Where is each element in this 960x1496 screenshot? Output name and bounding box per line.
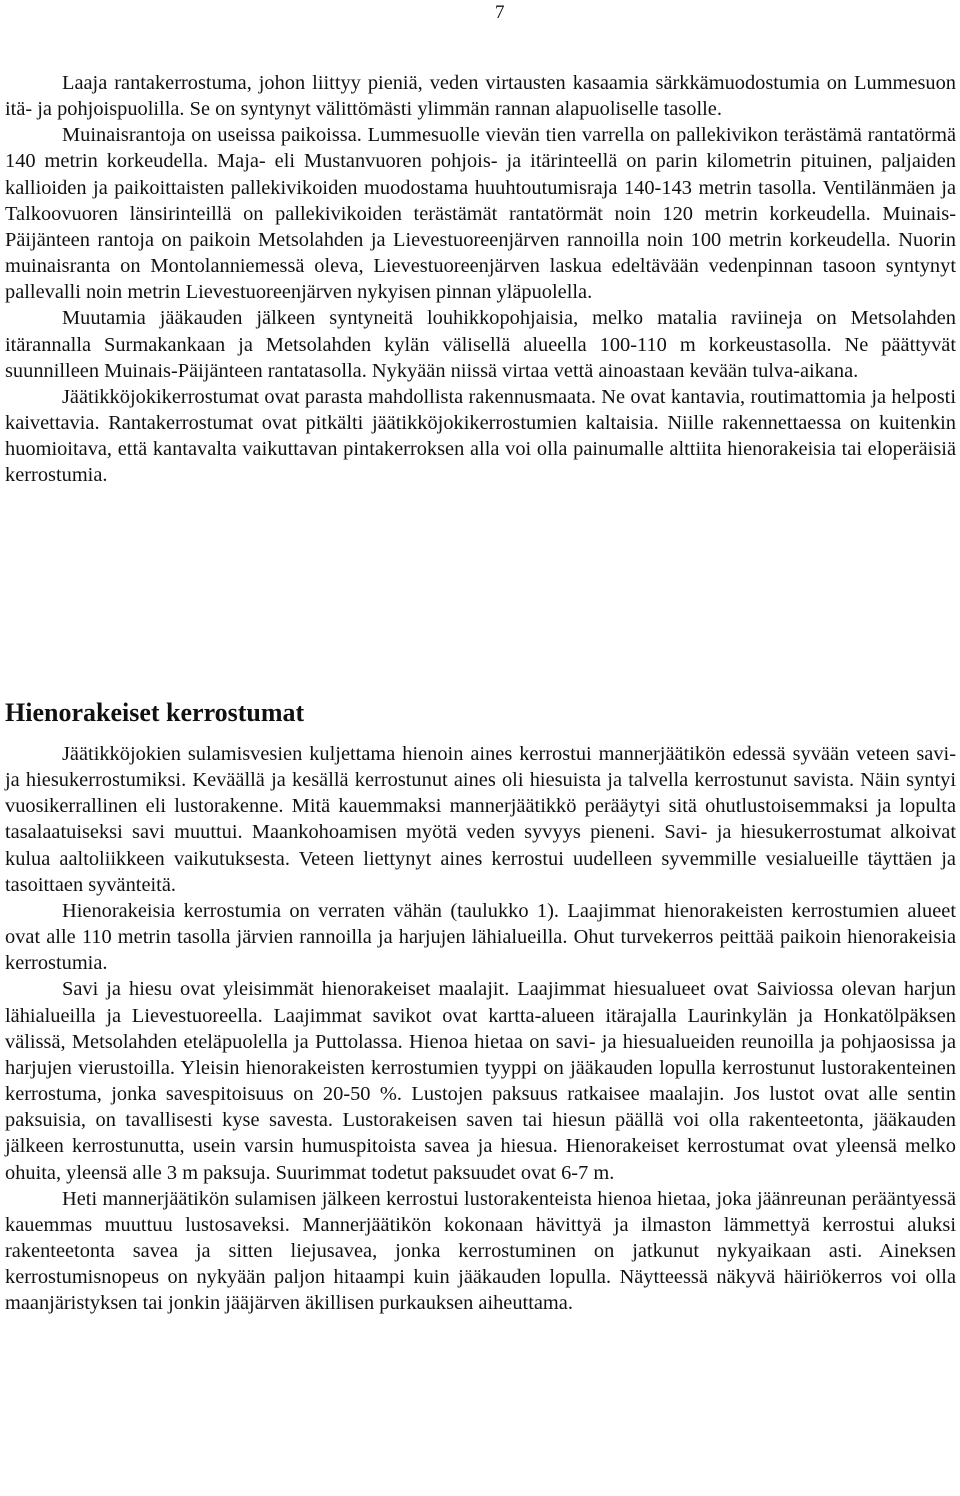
paragraph-clay-and-silt: Savi ja hiesu ovat yleisimmät hienorakeiset maalajit. Laajimmat hiesualueet ovat Saiviossa olevan harjun lähialueilla ja Lievestuoreella. Laajimmat savikot ovat kartta-alueen itärajalla Laurinkylän ja Honkatölpäksen välissä, Metsolahden eteläpuolella ja Puttolassa. Hienoa hietaa on savi- ja hiesualueiden reunoilla ja pohjaosissa ja harjujen vierustoilla. Yleisin hienorakeisten kerrostumien tyyppi on jääkauden lopulla kerrostunut lustorakenteinen kerrostuma, jonka savespitoisuus on 20-50 %. Lustojen paksuus ratkaisee maalajin. Jos lustot ovat alle sentin paksuisia, on tavallisesti kyse savesta. Lustorakeisen saven tai hiesun päällä voi olla rakenteetonta, jääkauden jälkeen kerrostunutta, usein varsin humuspitoista savea ja hiesua. Hienorakeiset kerrostumat ovat yleensä melko ohuita, yleensä alle 3 m paksuja. Suurimmat todetut paksuudet ovat 6-7 m. (5, 978, 956, 1184)
paragraph-clay-formation: Jäätikköjokien sulamisvesien kuljettama hienoin aines kerrostui mannerjäätikön edessä syvään veteen savi- ja hiesukerrostumiksi. Keväällä ja kesällä kerrostunut aines oli hiesuista ja talvella kerrostunut savista. Näin syntyi vuosikerrallinen eli lustorakenne. Mitä kauemmaksi mannerjäätikkö perääytyi sitä ohutlustoisemmaksi ja lopulta tasalaatuiseksi savi muuttui. Maankohoamisen myötä veden syvyys pieneni. Savi- ja hiesukerrostumat alkoivat kulua aaltoliikkeen vaikutuksesta. Veteen liettynyt aines kerrostui uudelleen syvemmille vesialueille täyttäen ja tasoittaen syvänteitä. (5, 743, 956, 896)
paragraph-shore-deposit: Laaja rantakerrostuma, johon liittyy pieniä, veden virtausten kasaamia särkkämuodostumia on Lummesuon itä- ja pohjoispuolilla. Se on syntynyt välittömästi ylimmän rannan alapuoliselle tasolle. (5, 72, 956, 121)
paragraph-deposition-history: Heti mannerjäätikön sulamisen jälkeen kerrostui lustorakenteista hienoa hietaa, joka jäänreunan perääntyessä kauemmas muuttuu lustosaveksi. Mannerjäätikön kokonaan hävittyä ja ilmaston lämmettyä kerrostui aluksi rakenteetonta savea ja sitten liejusavea, jonka kerrostuminen on jatkunut nykyaikaan asti. Aineksen kerrostumisnopeus on nykyään paljon hitaampi kuin jääkauden lopulla. Näytteessä näkyvä häiriökerros voi olla maanjäristyksen tai jonkin jääjärven äkillisen purkauksen aiheuttama. (5, 1187, 956, 1315)
paragraph-ravines: Muutamia jääkauden jälkeen syntyneitä louhikkopohjaisia, melko matalia raviineja on Metsolahden itärannalla Surmakankaan ja Metsolahden kylän välisellä alueella 100-110 m korkeustasolla. Ne päättyvät suunnilleen Muinais-Päijänteen rantatasolla. Nykyään niissä virtaa vettä ainoastaan kevään tulva-aikana. (5, 307, 956, 382)
paragraph-building-ground: Jäätikköjokikerrostumat ovat parasta mahdollista rakennusmaata. Ne ovat kantavia, routimattomia ja helposti kaivettavia. Rantakerrostumat ovat pitkälti jäätikköjokikerrostumien kaltaisia. Niille rakennettaessa on kuitenkin huomioitava, että kantavalta vaikuttavan pintakerroksen alla voi olla painumalle alttiita hienorakeisia tai eloperäisiä kerrostumia. (5, 385, 956, 487)
paragraph-fine-grained-extent: Hienorakeisia kerrostumia on verraten vähän (taulukko 1). Laajimmat hienorakeisten kerrostumien alueet ovat alle 110 metrin tasolla järvien rannoilla ja harjujen lähialueilla. Ohut turvekerros peittää paikoin hienorakeisia kerrostumia. (5, 899, 956, 975)
paragraph-ancient-shores: Muinaisrantoja on useissa paikoissa. Lummesuolle vievän tien varrella on pallekivikon terästämä rantatörmä 140 metrin korkeudella. Maja- eli Mustanvuoren pohjois- ja itärinteellä on parin kilometrin pituinen, paljaiden kallioiden ja paikoittaisten pallekivikoiden muodostama huuhtoutumisraja 140-143 metrin tasolla. Ventilänmäen ja Talkoovuoren länsirinteillä on pallekivikoiden terästämät rantatörmät noin 120 metrin korkeudella. Muinais-Päijänteen rantoja on paikoin Metsolahden ja Lievestuoreenjärven rannoilla noin 100 metrin korkeudella. Nuorin muinaisranta on Montolanniemessä oleva, Lievestuoreenjärven laskua edeltävään vedenpinnan tasoon syntynyt pallevalli noin metrin Lievestuoreenjärven nykyisen pinnan yläpuolella. (5, 124, 956, 304)
section-heading: Hienorakeiset kerrostumat (5, 698, 305, 727)
section-body-2 (5, 741, 956, 1316)
section-body-1 (5, 70, 956, 489)
page-number: 7 (495, 2, 505, 23)
